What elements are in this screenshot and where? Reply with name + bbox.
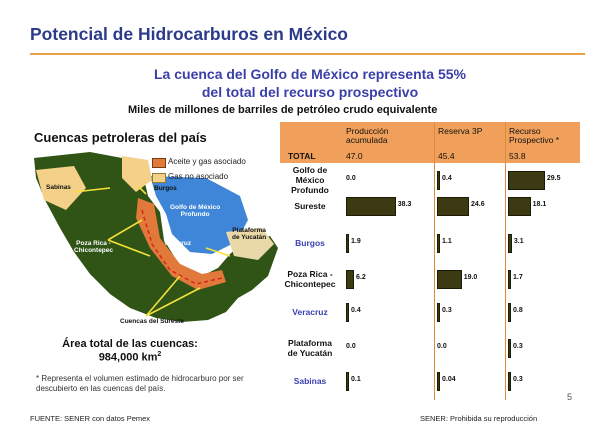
category-label-line: Chicontepec [284, 279, 336, 289]
category-label [276, 201, 344, 211]
bar-value-label: 0.3 [442, 307, 452, 314]
bar-value-label: 1.9 [351, 238, 361, 245]
bar-value-label: 1.7 [513, 274, 523, 281]
map-title: Cuencas petroleras del país [34, 130, 207, 145]
bar-value-label: 0.04 [442, 376, 456, 383]
column-header-produccion [346, 127, 389, 145]
column-header-produccion-line2: acumulada [346, 135, 388, 145]
category-label-line: Sabinas [293, 376, 327, 386]
total-reserva: 45.4 [438, 151, 455, 161]
bar-value-label: 0.8 [513, 307, 523, 314]
bar [346, 234, 349, 253]
map-label-golfo-line2: Profundo [180, 211, 210, 218]
bar [346, 270, 354, 289]
map-label-poza-line2: Chicontepec [74, 247, 114, 254]
basins-area-exponent: 2 [157, 351, 162, 358]
footer-source: FUENTE: SENER con datos Pemex [30, 414, 151, 423]
map-label-burgos: Burgos [154, 185, 177, 192]
column-divider-2 [505, 122, 506, 400]
bar [437, 234, 440, 253]
page-number: 5 [567, 392, 573, 402]
footer-copyright: SENER: Prohibida su reproducción [420, 414, 538, 423]
map-label-poza-rica [74, 240, 113, 254]
subtitle-line-2: del total del recurso prospectivo [201, 84, 419, 100]
bar-value-label: 18.1 [532, 201, 547, 208]
category-label [276, 269, 344, 289]
category-label-line: Profundo [291, 185, 329, 195]
bar [437, 372, 440, 391]
bar [437, 197, 469, 216]
category-label-line: México [295, 175, 325, 185]
total-produccion: 47.0 [346, 151, 363, 161]
bar-value-label: 0.4 [442, 175, 452, 182]
bar-value-label: 0.3 [513, 343, 523, 350]
bar [508, 197, 531, 216]
bar-value-label: 19.0 [463, 274, 478, 281]
category-label-line: Golfo de [292, 165, 328, 175]
bar [346, 197, 396, 216]
bar [437, 270, 462, 289]
column-header-recurso-line2: Prospectivo * [509, 135, 560, 145]
column-header-produccion-line1: Producción [346, 126, 389, 136]
bar-value-label: 24.6 [470, 201, 485, 208]
category-label [276, 238, 344, 248]
column-divider-1 [434, 122, 435, 400]
bar-value-label: 3.1 [513, 238, 524, 245]
basins-area-number: 984,000 km [98, 351, 158, 364]
footnote: * Representa el volumen estimado de hidrocarburo por ser descubierto en las cuencas del país. [36, 374, 244, 393]
bar-value-label: 1.1 [442, 238, 452, 245]
bar-value-label: 0.3 [513, 376, 523, 383]
bar [437, 303, 440, 322]
column-header-recurso [509, 127, 559, 145]
map-label-plataforma [232, 227, 266, 241]
map-label-plataforma-line1: Plataforma [232, 227, 266, 234]
category-label [276, 165, 344, 195]
column-header-reserva [438, 127, 482, 136]
bar-value-label: 0.1 [351, 376, 361, 383]
legend-swatch-gas [152, 173, 166, 183]
map-label-poza-line1: Poza Rica - [76, 240, 111, 247]
bar-value-label: 6.2 [356, 274, 366, 281]
total-recurso: 53.8 [509, 151, 526, 161]
map-label-veracruz: Veracruz [164, 240, 192, 247]
category-label-line: Sureste [294, 201, 326, 211]
category-label-line: Plataforma [288, 338, 332, 348]
bar-value-label: 0.0 [346, 343, 356, 350]
bar [508, 171, 545, 190]
column-header-recurso-line1: Recurso [509, 126, 541, 136]
column-header-reserva-line1: Reserva 3P [438, 126, 483, 136]
category-label-line: Poza Rica - [287, 269, 333, 279]
category-label-line: de Yucatán [287, 348, 333, 358]
category-label [276, 376, 344, 386]
bar [508, 303, 511, 322]
map-label-golfo-line1: Golfo de México [170, 204, 221, 211]
bar-value-label: 0.4 [351, 307, 361, 314]
bar [508, 339, 511, 358]
bar-value-label: 29.5 [546, 175, 561, 182]
legend-swatch-oil [152, 158, 166, 168]
category-label-line: Burgos [295, 238, 325, 248]
bar-value-label: 38.3 [397, 201, 412, 208]
legend-gas-label: Gas no asociado [168, 172, 229, 181]
total-label: TOTAL [288, 151, 316, 161]
page-title: Potencial de Hidrocarburos en México [30, 24, 348, 44]
bar-value-label: 0.0 [346, 175, 356, 182]
subtitle-line-1: La cuenca del Golfo de México representa 55% [154, 66, 466, 82]
table-header-divider [280, 163, 580, 164]
bar [346, 303, 349, 322]
basins-area-label: Área total de las cuencas: [62, 338, 198, 350]
map-label-plataforma-line2: de Yucatán [232, 234, 267, 241]
map-label-sabinas: Sabinas [46, 184, 71, 191]
basins-area-value [30, 351, 230, 364]
bar [508, 372, 511, 391]
map-label-sureste: Cuencas del Sureste [120, 318, 184, 325]
title-divider [30, 53, 585, 55]
category-label [276, 338, 344, 358]
units-label: Miles de millones de barriles de petróleo crudo equivalente [128, 104, 438, 116]
bar [437, 171, 440, 190]
map-label-golfo [170, 204, 220, 218]
category-label-line: Veracruz [292, 307, 328, 317]
bar [346, 372, 349, 391]
bar-value-label: 0.0 [437, 343, 447, 350]
legend-oil-label: Aceite y gas asociado [168, 157, 246, 166]
bar [508, 270, 511, 289]
category-label [276, 307, 344, 317]
bar [508, 234, 512, 253]
